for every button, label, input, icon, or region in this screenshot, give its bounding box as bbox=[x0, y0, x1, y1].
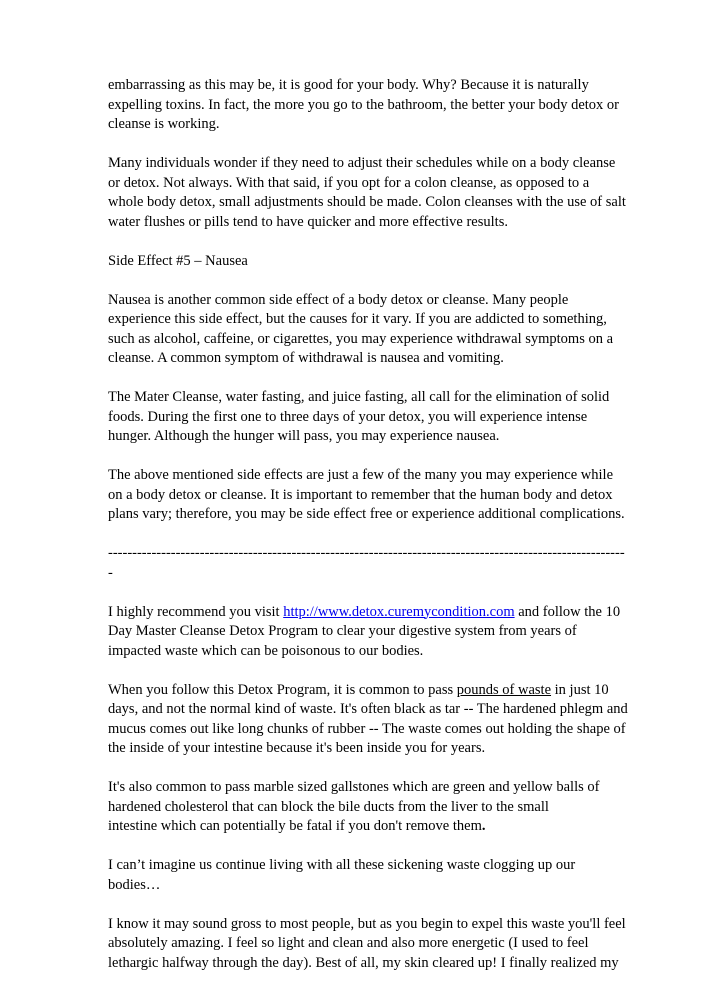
text-segment-bold: . bbox=[481, 818, 486, 834]
text-line: embarrassing as this may be, it is good for your body. Why? Because it is naturally bbox=[108, 77, 589, 93]
text-segment: in just 10 bbox=[551, 681, 609, 698]
text-line: It's also common to pass marble sized gallstones which are green and yellow balls of bbox=[108, 779, 600, 795]
text-line: hardened cholesterol that can block the bile ducts from the liver to the small bbox=[108, 798, 549, 815]
paragraph-fasting bbox=[108, 388, 628, 447]
text-line bbox=[108, 681, 628, 701]
detox-site-link[interactable]: http://www.detox.curemycondition.com bbox=[283, 603, 515, 620]
text-line: The Mater Cleanse, water fasting, and juice fasting, all call for the elimination of solid bbox=[108, 389, 610, 405]
text-line: Nausea is another common side effect of a body detox or cleanse. Many people bbox=[108, 291, 569, 308]
text-line: cleanse. A common symptom of withdrawal is nausea and vomiting. bbox=[108, 350, 504, 366]
text-segment: I highly recommend you visit bbox=[108, 603, 284, 620]
text-line bbox=[108, 817, 628, 837]
text-line: lethargic halfway through the day). Best of all, my skin cleared up! I finally realized my bbox=[108, 954, 619, 971]
text-line: I can’t imagine us continue living with all these sickening waste clogging up our bbox=[108, 857, 576, 873]
paragraph-bathroom bbox=[108, 76, 628, 135]
text-line: cleanse is working. bbox=[108, 116, 220, 132]
divider-line: - bbox=[108, 564, 113, 581]
paragraph-summary bbox=[108, 466, 628, 525]
text-line: whole body detox, small adjustments should be made. Colon cleanses with the use of salt bbox=[108, 194, 626, 210]
text-line: plans vary; therefore, you may be side effect free or experience additional complications. bbox=[108, 506, 625, 522]
text-line: Many individuals wonder if they need to adjust their schedules while on a body cleanse bbox=[108, 155, 616, 171]
heading-text: Side Effect #5 – Nausea bbox=[108, 252, 248, 269]
text-line bbox=[108, 603, 628, 623]
text-segment: intestine which can potentially be fatal if you don't remove them bbox=[108, 818, 482, 834]
text-line: mucus comes out like long chunks of rubber -- The waste comes out holding the shape of bbox=[108, 720, 626, 737]
dashed-divider bbox=[108, 544, 628, 583]
divider-line: ----------------------------------------------------------------------------------------------------------- bbox=[108, 545, 625, 561]
text-line: I know it may sound gross to most people, but as you begin to expel this waste you'll feel bbox=[108, 915, 626, 932]
text-line: Day Master Cleanse Detox Program to clear your digestive system from years of bbox=[108, 623, 577, 639]
paragraph-imagine bbox=[108, 856, 628, 895]
paragraph-gallstones bbox=[108, 778, 628, 837]
text-line: foods. During the first one to three days of your detox, you will experience intense bbox=[108, 408, 588, 425]
section-heading-nausea bbox=[108, 252, 628, 272]
text-line: the inside of your intestine because it's been inside you for years. bbox=[108, 740, 486, 756]
text-segment: When you follow this Detox Program, it is common to pass bbox=[108, 681, 457, 698]
text-line: absolutely amazing. I feel so light and clean and also more energetic (I used to feel bbox=[108, 935, 589, 951]
paragraph-recommend bbox=[108, 603, 628, 662]
text-line: impacted waste which can be poisonous to our bodies. bbox=[108, 642, 424, 659]
text-line: expelling toxins. In fact, the more you go to the bathroom, the better your body detox or bbox=[108, 96, 620, 113]
paragraph-schedules bbox=[108, 154, 628, 232]
pounds-of-waste-text: pounds of waste bbox=[456, 681, 552, 698]
text-line: hunger. Although the hunger will pass, you may experience nausea. bbox=[108, 428, 500, 444]
paragraph-waste bbox=[108, 681, 628, 759]
text-line: experience this side effect, but the causes for it vary. If you are addicted to something, bbox=[108, 311, 607, 327]
document-body bbox=[108, 76, 628, 993]
text-line: such as alcohol, caffeine, or cigarettes, you may experience withdrawal symptoms on a bbox=[108, 330, 614, 347]
text-line: or detox. Not always. With that said, if you opt for a colon cleanse, as opposed to a bbox=[108, 174, 590, 191]
paragraph-nausea bbox=[108, 291, 628, 369]
text-line: The above mentioned side effects are just a few of the many you may experience while bbox=[108, 467, 614, 483]
text-line: days, and not the normal kind of waste. It's often black as tar -- The hardened phlegm and bbox=[108, 701, 628, 717]
text-line: on a body detox or cleanse. It is important to remember that the human body and detox bbox=[108, 486, 613, 503]
text-segment: and follow the 10 bbox=[514, 603, 621, 620]
paragraph-feel-amazing bbox=[108, 915, 628, 974]
text-line: water flushes or pills tend to have quicker and more effective results. bbox=[108, 213, 508, 230]
text-line: bodies… bbox=[108, 876, 161, 893]
